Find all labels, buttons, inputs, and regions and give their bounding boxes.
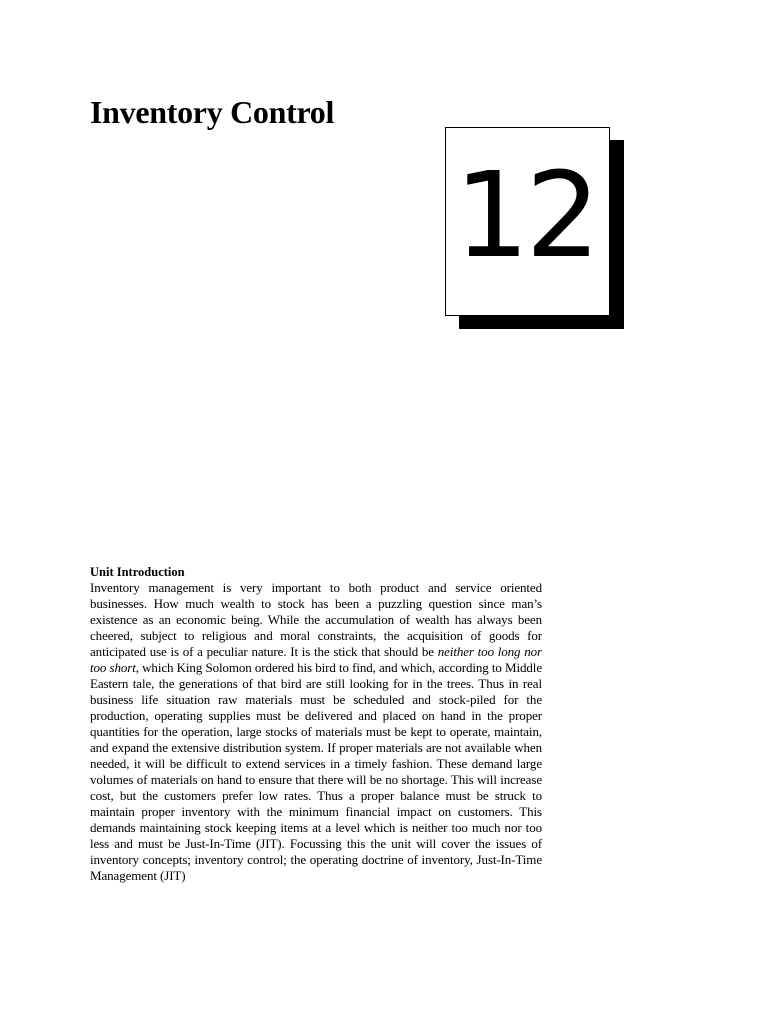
unit-introduction-heading: Unit Introduction (90, 565, 185, 579)
unit-introduction-section (90, 564, 542, 884)
chapter-title: Inventory Control (90, 94, 335, 130)
unit-introduction-paragraph (90, 580, 542, 884)
paragraph-italic-phrase: neither too long nor too short (90, 644, 542, 675)
paragraph-text-part-1: Inventory management is very important to both product and service oriented businesses. How much wealth to stock has been a puzzling question since man’s existence as an economic being. While the accumulation of wealth has always been cheered, subject to religious and moral constraints, the acquisition of goods for anticipated use is of a peculiar nature. It is the stick that should be (90, 580, 542, 659)
paragraph-text-part-2: , which King Solomon ordered his bird to find, and which, according to Middle Eastern tale, the generations of that bird are still looking for in the trees. Thus in real business life situation raw materials must be scheduled and stock-piled for the production, operating supplies must be delivered and placed on hand in the proper quantities for the operation, large stocks of materials must be kept to operate, maintain, and expand the extensive distribution system. If proper materials are not available when needed, it will be difficult to extend services in a timely fashion. These demand large volumes of materials on hand to ensure that there will be no shortage. This will increase cost, but the customers prefer low rates. Thus a proper balance must be struck to maintain proper inventory with the minimum financial impact on customers. This demands maintaining stock keeping items at a level which is neither too much nor too less and must be Just-In-Time (JIT). Focussing this the unit will cover the issues of inventory concepts; inventory control; the operating doctrine of inventory, Just-In-Time Management (JIT) (90, 660, 542, 883)
chapter-number: 12 (454, 146, 597, 284)
chapter-number-box (445, 127, 610, 316)
